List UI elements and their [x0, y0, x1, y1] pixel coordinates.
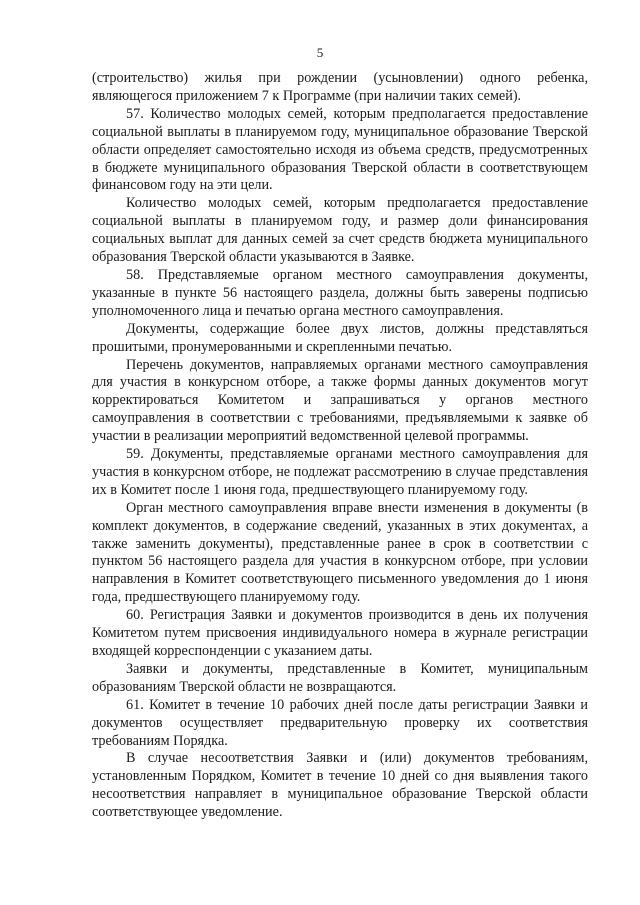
paragraph-61-mismatch: В случае несоответствия Заявки и (или) документов требованиям, установленным Порядком, Комитет в течение 10 дней со дня выявления такого несоответствия направляет в муниципальное образование Тверской области соответствующее уведомление. — [92, 750, 588, 821]
paragraph-61: 61. Комитет в течение 10 рабочих дней после даты регистрации Заявки и документов осуществляет предварительную проверку их соответствия требованиям Порядка. — [92, 696, 588, 749]
paragraph-60-return: Заявки и документы, представленные в Комитет, муниципальным образованиям Тверской области не возвращаются. — [92, 660, 588, 695]
paragraph-58-list: Перечень документов, направляемых органами местного самоуправления для участия в конкурсном отборе, а также формы данных документов могут корректироваться Комитетом и запрашиваться у органов местного самоуправления в соответствии с требованиями, предъявляемыми к заявке об участии в реализации мероприятий ведомственной целевой программы. — [92, 356, 588, 445]
page-number: 5 — [316, 45, 324, 60]
paragraph-60: 60. Регистрация Заявки и документов производится в день их получения Комитетом путем присвоения индивидуального номера в журнале регистрации входящей корреспонденции с указанием даты. — [92, 607, 588, 659]
paragraph-58-documents: Документы, содержащие более двух листов, должны представляться прошитыми, пронумерованными и скрепленными печатью. — [92, 320, 588, 355]
paragraph-continuation: (строительство) жилья при рождении (усыновлении) одного ребенка, являющегося приложением 7 к Программе (при наличии таких семей). — [92, 70, 588, 104]
paragraph-57-families-count: Количество молодых семей, которым предполагается предоставление социальной выплаты в планируемом году, и размер доли финансирования социальных выплат для данных семей за счет средств бюджета муниципального образования Тверской области указываются в Заявке. — [92, 195, 588, 266]
paragraph-59: 59. Документы, представляемые органами местного самоуправления для участия в конкурсном отборе, не подлежат рассмотрению в случае представления их в Комитет после 1 июня года, предшествующего планируемому году. — [92, 446, 588, 498]
paragraph-59-changes: Орган местного самоуправления вправе внести изменения в документы (в комплект документов, в содержание сведений, указанных в этих документах, а также заменить документы), представленные ранее в срок в соответствии с пунктом 56 настоящего раздела для участия в конкурсном отборе, при условии направления в Комитет соответствующего письменного уведомления до 1 июня года, предшествующего планируемому году. — [92, 499, 588, 606]
paragraph-57: 57. Количество молодых семей, которым предполагается предоставление социальной выплаты в планируемом году, муниципальное образование Тверской области определяет самостоятельно исходя из объема средств, предусмотренных в бюджете муниципального образования Тверской области в соответствующем финансовом году на эти цели. — [92, 105, 588, 194]
paragraph-58: 58. Представляемые органом местного самоуправления документы, указанные в пункте 56 настоящего раздела, должны быть заверены подписью уполномоченного лица и печатью органа местного самоуправления. — [92, 266, 588, 319]
document-body — [92, 70, 588, 822]
